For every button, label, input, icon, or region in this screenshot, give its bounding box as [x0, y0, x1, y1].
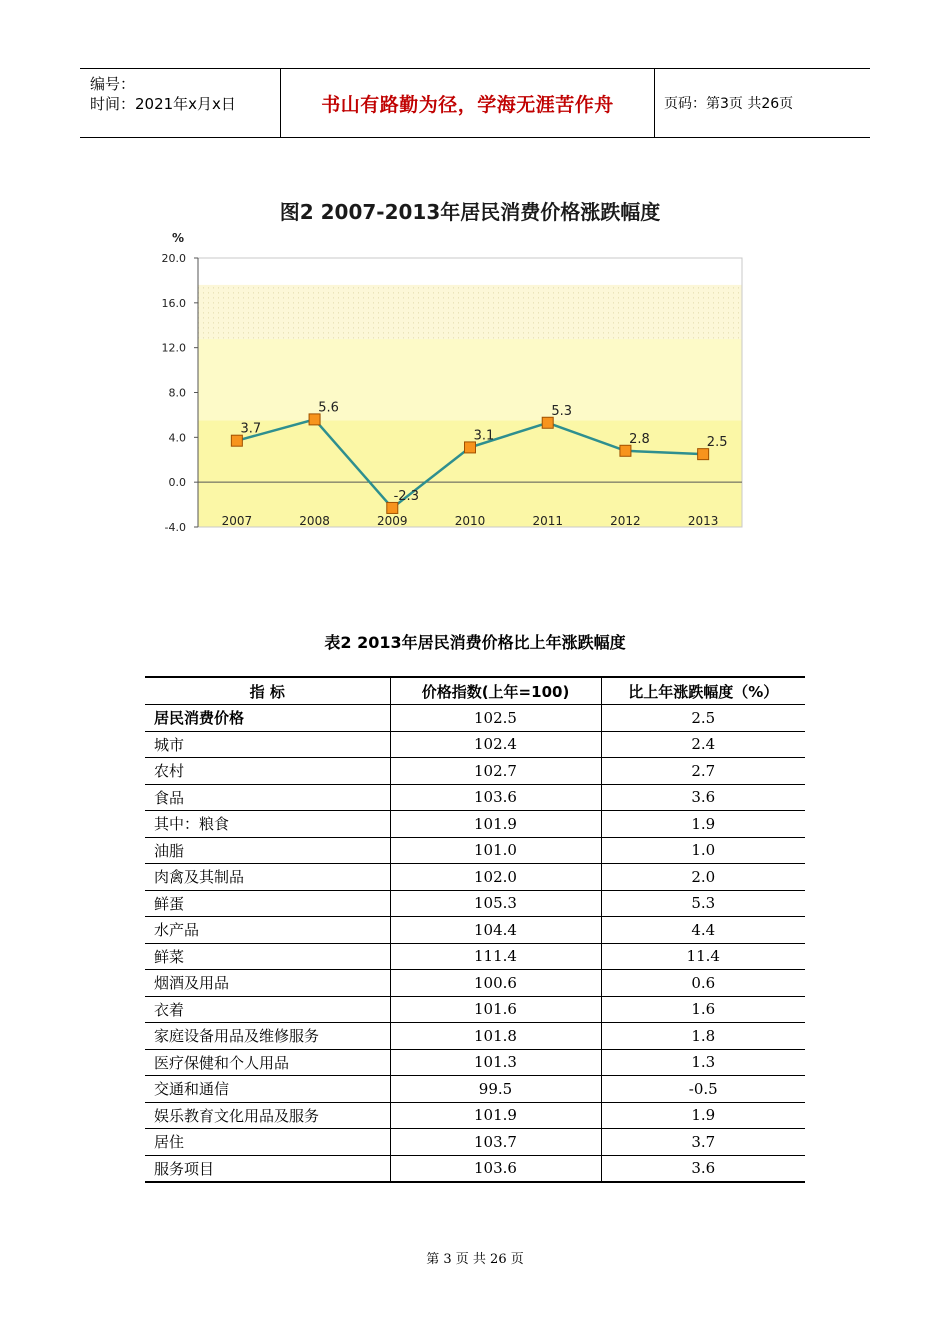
row-price-index: 100.6 [390, 970, 601, 997]
row-price-index: 103.6 [390, 784, 601, 811]
y-tick-label: 8.0 [168, 386, 186, 400]
y-tick-label: 16.0 [161, 296, 186, 310]
row-name: 医疗保健和个人用品 [145, 1049, 390, 1076]
data-point [387, 502, 398, 513]
x-tick-label: 2011 [532, 514, 563, 528]
data-label: 3.7 [240, 421, 262, 437]
y-axis-label: % [172, 231, 185, 245]
row-name: 其中：粮食 [145, 811, 390, 838]
row-price-index: 102.7 [390, 758, 601, 785]
table-row [145, 1129, 805, 1156]
table-row [145, 1049, 805, 1076]
header-change: 比上年涨跌幅度（%） [601, 677, 805, 705]
row-name: 油脂 [145, 837, 390, 864]
row-name: 食品 [145, 784, 390, 811]
row-change: 2.7 [601, 758, 805, 785]
row-change: 1.9 [601, 811, 805, 838]
row-price-index: 111.4 [390, 943, 601, 970]
row-name: 烟酒及用品 [145, 970, 390, 997]
header-left-cell [80, 69, 280, 137]
row-change: 4.4 [601, 917, 805, 944]
row-name: 交通和通信 [145, 1076, 390, 1103]
row-name: 衣着 [145, 996, 390, 1023]
y-tick-label: 12.0 [161, 341, 186, 355]
data-point [309, 414, 320, 425]
row-price-index: 102.4 [390, 731, 601, 758]
data-point [698, 449, 709, 460]
row-price-index: 102.5 [390, 705, 601, 732]
table-row [145, 890, 805, 917]
row-name: 家庭设备用品及维修服务 [145, 1023, 390, 1050]
row-price-index: 101.3 [390, 1049, 601, 1076]
x-tick-label: 2012 [610, 514, 641, 528]
row-change: 3.6 [601, 784, 805, 811]
header-price-index: 价格指数(上年=100) [390, 677, 601, 705]
row-name: 居住 [145, 1129, 390, 1156]
table-row [145, 705, 805, 732]
chart-band [198, 421, 742, 527]
row-price-index: 101.9 [390, 811, 601, 838]
row-change: 3.6 [601, 1155, 805, 1182]
row-price-index: 105.3 [390, 890, 601, 917]
row-price-index: 101.8 [390, 1023, 601, 1050]
table-row [145, 917, 805, 944]
table-row [145, 837, 805, 864]
number-label: 编号： [90, 75, 136, 93]
data-label: 2.8 [629, 431, 650, 447]
data-label: 3.1 [473, 428, 495, 444]
table-row [145, 970, 805, 997]
row-price-index: 99.5 [390, 1076, 601, 1103]
chart-band [198, 339, 742, 421]
row-price-index: 103.7 [390, 1129, 601, 1156]
x-tick-label: 2010 [454, 514, 486, 528]
data-label: 5.3 [551, 403, 573, 419]
chart-band [198, 285, 742, 339]
table-row [145, 996, 805, 1023]
row-name: 娱乐教育文化用品及服务 [145, 1102, 390, 1129]
table-row [145, 943, 805, 970]
row-change: 1.6 [601, 996, 805, 1023]
table-row [145, 811, 805, 838]
table-header-row [145, 677, 805, 705]
y-tick-label: 20.0 [161, 252, 186, 265]
table-row [145, 758, 805, 785]
row-name: 鲜蛋 [145, 890, 390, 917]
row-change: -0.5 [601, 1076, 805, 1103]
header-indicator: 指 标 [145, 677, 390, 705]
row-price-index: 101.6 [390, 996, 601, 1023]
row-change: 2.5 [601, 705, 805, 732]
data-point [542, 417, 553, 428]
header-center-cell [280, 69, 655, 137]
page-footer: 第 3 页 共 26 页 [426, 1252, 524, 1267]
data-label: -2.3 [393, 488, 419, 504]
table-title: 表2 2013年居民消费价格比上年涨跌幅度 [324, 633, 626, 652]
row-change: 2.0 [601, 864, 805, 891]
data-point [465, 442, 476, 453]
y-tick-label: 0.0 [168, 476, 186, 490]
row-change: 1.0 [601, 837, 805, 864]
row-name: 水产品 [145, 917, 390, 944]
y-tick-label: 4.0 [168, 431, 186, 445]
header-right-cell [654, 69, 870, 137]
table-row [145, 864, 805, 891]
table-row [145, 1155, 805, 1182]
row-price-index: 103.6 [390, 1155, 601, 1182]
row-change: 11.4 [601, 943, 805, 970]
row-change: 2.4 [601, 731, 805, 758]
row-name: 居民消费价格 [145, 705, 390, 732]
price-table [145, 676, 805, 1183]
row-change: 3.7 [601, 1129, 805, 1156]
row-name: 农村 [145, 758, 390, 785]
table-row [145, 784, 805, 811]
data-point [620, 445, 631, 456]
chart-title: 图2 2007-2013年居民消费价格涨跌幅度 [279, 200, 661, 224]
data-point [231, 435, 242, 446]
table-row [145, 1023, 805, 1050]
row-price-index: 101.0 [390, 837, 601, 864]
row-name: 肉禽及其制品 [145, 864, 390, 891]
header-page-info: 页码：第3页 共26页 [664, 96, 794, 112]
table-row [145, 1102, 805, 1129]
row-name: 鲜菜 [145, 943, 390, 970]
x-tick-label: 2007 [221, 514, 253, 528]
data-label: 5.6 [318, 400, 339, 416]
table-row [145, 731, 805, 758]
header-motto: 书山有路勤为径，学海无涯苦作舟 [321, 93, 614, 116]
row-change: 0.6 [601, 970, 805, 997]
row-change: 1.3 [601, 1049, 805, 1076]
data-label: 2.5 [706, 435, 728, 451]
row-change: 1.9 [601, 1102, 805, 1129]
table-row [145, 1076, 805, 1103]
table-body [145, 705, 805, 1183]
x-tick-label: 2013 [687, 514, 719, 528]
row-name: 城市 [145, 731, 390, 758]
x-tick-label: 2009 [377, 514, 408, 528]
row-price-index: 102.0 [390, 864, 601, 891]
row-change: 1.8 [601, 1023, 805, 1050]
y-tick-label: -4.0 [164, 521, 186, 534]
page-header [80, 68, 870, 138]
row-price-index: 101.9 [390, 1102, 601, 1129]
time-label: 时间：2021年x月x日 [90, 95, 236, 113]
x-tick-label: 2008 [299, 514, 330, 528]
row-name: 服务项目 [145, 1155, 390, 1182]
row-change: 5.3 [601, 890, 805, 917]
line-chart [150, 226, 750, 536]
row-price-index: 104.4 [390, 917, 601, 944]
